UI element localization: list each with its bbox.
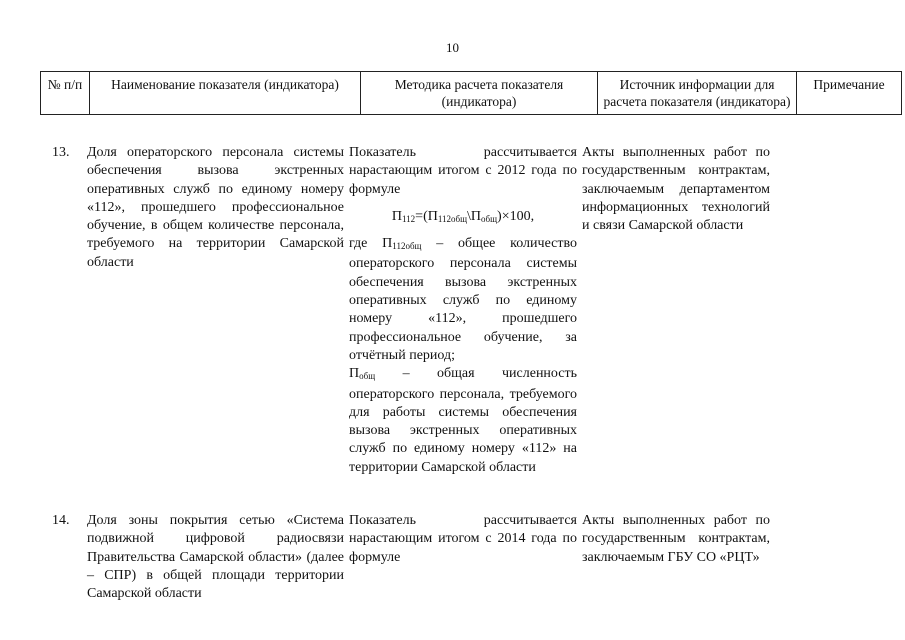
col-source: Источник информации для расчета показателя (индикатора) [598, 72, 797, 115]
col-number: № п/п [41, 72, 90, 115]
row-13-total-definition: $П_{общ}$ – общая численность операторского персонала, требуемого для работы системы обеспечения вызова экстренных оперативных служб по единому номеру «112» на территории Самарской области [349, 366, 577, 475]
row-13-method [349, 144, 577, 477]
col-indicator-name: Наименование показателя (индикатора) [90, 72, 361, 115]
row-14-indicator-name: Доля зоны покрытия сетью «Система подвижной цифровой радиосвязи Правительства Самарской области» (далее – СПР) в общей площади территории Самарской области [87, 513, 344, 602]
row-14-method: Показатель рассчитывается нарастающим итогом с 2014 года по формуле [349, 513, 577, 565]
row-13-method-intro: Показатель рассчитывается нарастающим итогом с 2012 года по формуле [349, 145, 577, 197]
row-13-formula: $П_{112}=(П_{112общ}\backslash П_{общ})\times 100$, [391, 208, 535, 224]
col-note: Примечание [797, 72, 902, 115]
row-14-number: 14. [52, 513, 70, 528]
page-number: 10 [446, 40, 459, 55]
row-13-indicator-name: Доля операторского персонала системы обеспечения вызова экстренных оперативных служб по единому номеру «112», прошедшего профессиональное обучение, в общем количестве персонала, требуемого на территории Самарской области [87, 145, 344, 270]
row-14-source: Акты выполненных работ по государственным контрактам, заключаемым ГБУ СО «РЦТ» [582, 513, 770, 565]
row-13-where-definition: где $П_{112общ}$ – общее количество операторского персонала системы обеспечения вызова экстренных оперативных служб по единому номеру «112», прошедшего профессиональное обучение, за отчётный период; [349, 236, 577, 363]
row-13-number: 13. [52, 145, 70, 160]
row-13-source: Акты выполненных работ по государственным контрактам, заключаемым департаментом информационных технологий и связи Самарской области [582, 145, 770, 234]
col-method: Методика расчета показателя (индикатора) [361, 72, 598, 115]
table-header [40, 71, 902, 115]
